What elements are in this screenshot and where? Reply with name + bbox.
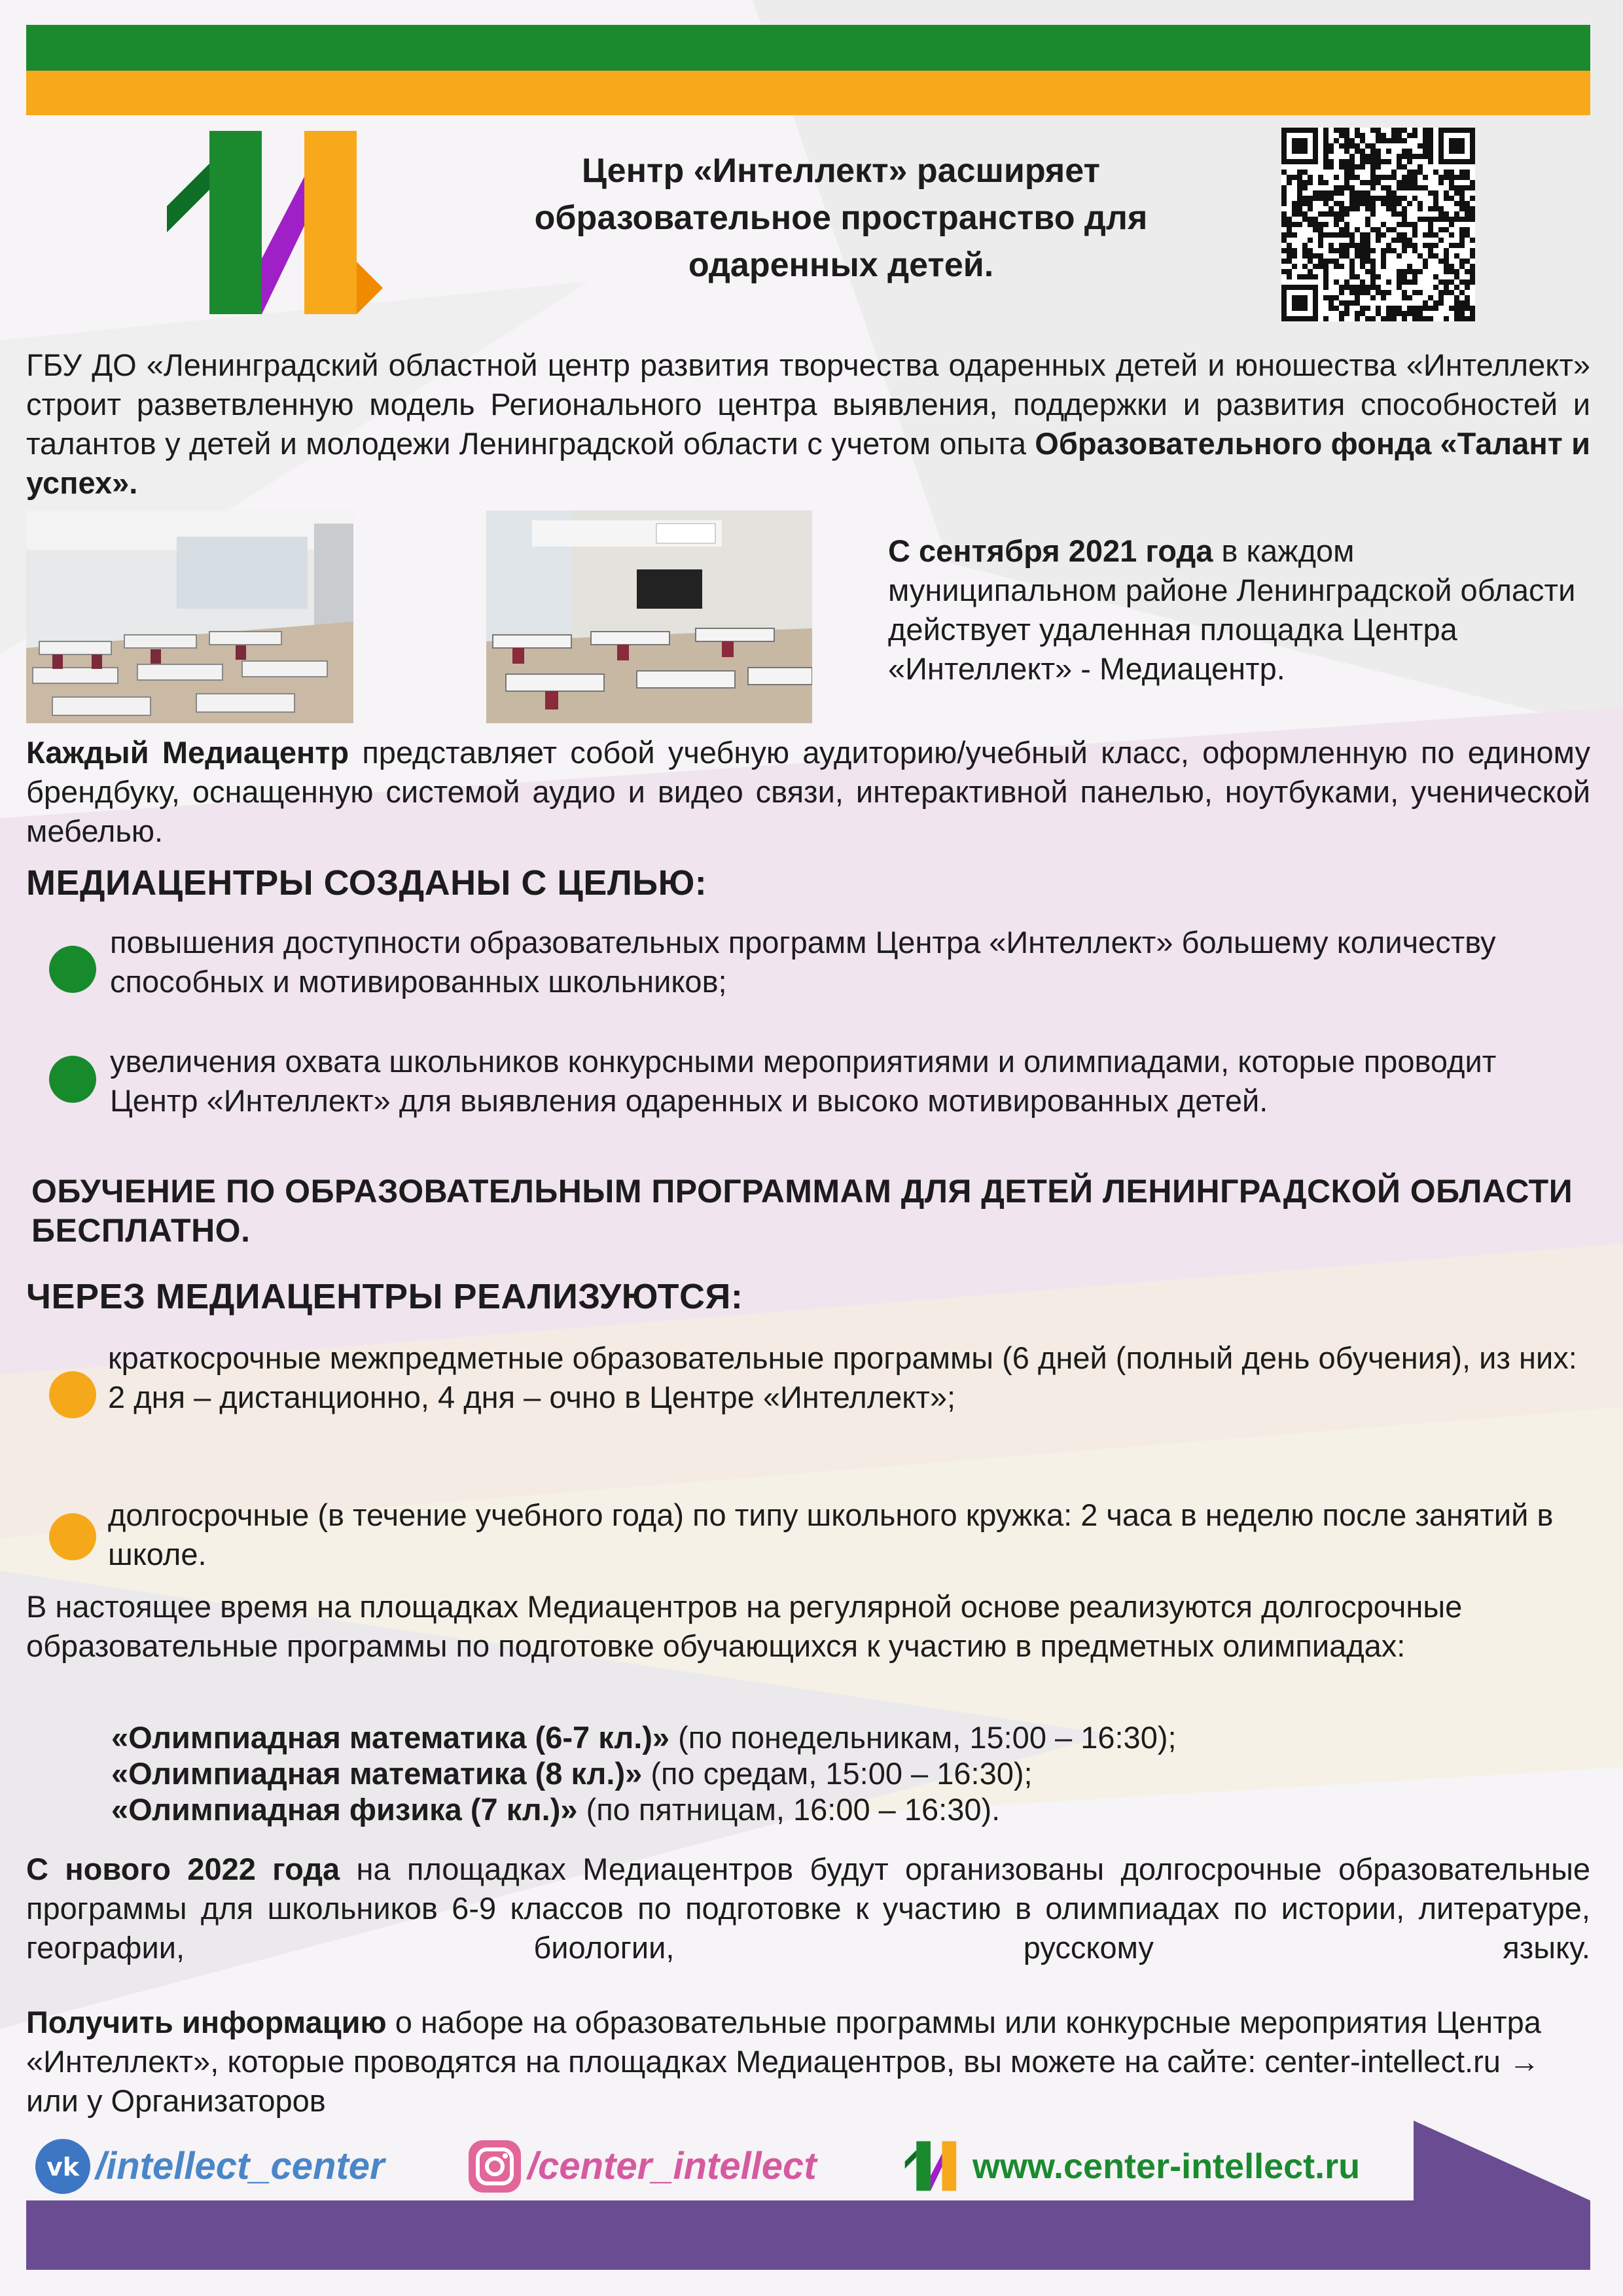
qr-code-icon [1281,128,1475,321]
olympiad-item [111,1755,1551,1791]
new-year-text: на площадках Медиацентров будут организованы долгосрочные образовательные программы для школьников 6-9 классов по подготовке к участию в олимпиадах по истории, литературе, географии, биологии, русскому языку. [26,1852,1590,1965]
olympiad-name: «Олимпиадная математика (8 кл.)» [111,1756,643,1791]
olympiad-schedule: (по понедельникам, 15:00 – 16:30); [669,1720,1177,1755]
olympiad-schedule: (по средам, 15:00 – 16:30); [642,1756,1033,1791]
each-bold: Каждый Медиацентр [26,735,349,770]
vk-icon [34,2138,92,2195]
new-year-paragraph [26,1850,1590,1967]
each-paragraph [26,733,1590,851]
impl-bullet-1 [49,1371,96,1418]
vk-link[interactable] [34,2140,385,2193]
goal-item-2: увеличения охвата школьников конкурсными мероприятиями и олимпиадами, которые проводит Центр «Интеллект» для выявления одаренных и высоко мотивированных детей. [110,1044,1497,1118]
info-paragraph [26,2003,1590,2121]
olympiad-name: «Олимпиадная физика (7 кл.)» [111,1792,578,1827]
each-text: представляет собой учебную аудиторию/учебный класс, оформленную по единому брендбуку, оснащенную системой аудио и видео связи, интерактивной панелью, ноутбуками, ученической мебелью. [26,735,1590,848]
goals-heading: МЕДИАЦЕНТРЫ СОЗДАНЫ С ЦЕЛЬЮ: [26,863,707,903]
classroom-photo-1 [26,511,353,723]
impl-item-1: краткосрочные межпредметные образовательные программы (6 дней (полный день обучения), из них: 2 дня – дистанционно, 4 дня – очно в Центре «Интеллект»; [108,1340,1577,1414]
intro-bold: Образовательного фонда «Талант и успех». [26,426,1590,500]
since-bold: С сентября 2021 года [888,533,1213,568]
footer-purple-triangle [1414,2121,1590,2200]
instagram-icon [466,2138,524,2195]
info-text: о наборе на образовательные программы или конкурсные мероприятия Центра «Интеллект», которые проводятся на площадках Медиацентров, вы можете на сайте: center-intellect.ru → или у Организаторов [26,2005,1541,2118]
since-paragraph [888,531,1590,689]
instagram-link[interactable] [466,2140,817,2193]
page-title: Центр «Интеллект» расширяет образовательное пространство для одаренных детей. [534,152,1148,284]
impl-bullet-2 [49,1513,96,1560]
olympiad-item [111,1791,1551,1827]
olympiad-schedule: (по пятницам, 16:00 – 16:30). [577,1792,1001,1827]
since-text: в каждом муниципальном районе Ленинградской области действует удаленная площадка Центра «Интеллект» - Медиацентр. [888,533,1576,686]
bottom-purple-bar [26,2200,1590,2270]
goal-bullet-2 [49,1056,96,1103]
intro-paragraph [26,346,1590,503]
goal-item-1: повышения доступности образовательных программ Центра «Интеллект» большему количеству способных и мотивированных школьников; [110,925,1496,999]
logo-mark [160,131,383,317]
implemented-heading: ЧЕРЕЗ МЕДИАЦЕНТРЫ РЕАЛИЗУЮТСЯ: [26,1277,743,1316]
top-green-bar [26,25,1590,71]
olympiad-name: «Олимпиадная математика (6-7 кл.)» [111,1720,670,1755]
site-url: www.center-intellect.ru [972,2147,1361,2186]
intro-text: ГБУ ДО «Ленинградский областной центр развития творчества одаренных детей и юношества «Интеллект» строит разветвленную модель Регионального центра выявления, поддержки и развития способностей и талантов у детей и молодежи Ленинградской области с учетом опыта [26,348,1590,461]
info-bold: Получить информацию [26,2005,387,2039]
vk-handle: /intellect_center [96,2145,385,2187]
current-paragraph: В настоящее время на площадках Медиацентров на регулярной основе реализуются долгосрочные образовательные программы по подготовке обучающихся к участию в предметных олимпиадах: [26,1589,1463,1663]
goal-bullet-1 [49,946,96,993]
top-orange-bar [26,71,1590,115]
impl-item-2: долгосрочные (в течение учебного года) по типу школьного кружка: 2 часа в неделю после занятий в школе. [108,1498,1554,1571]
olympiad-item [111,1719,1551,1755]
olympiad-list [111,1719,1551,1827]
site-logo-icon [903,2139,963,2194]
site-link[interactable] [903,2140,1360,2193]
svg-text:vk: vk [46,2153,80,2181]
classroom-photo-2 [486,511,812,723]
instagram-handle: /center_intellect [527,2145,817,2187]
new-year-bold: С нового 2022 года [26,1852,340,1886]
free-notice: ОБУЧЕНИЕ ПО ОБРАЗОВАТЕЛЬНЫМ ПРОГРАММАМ ДЛЯ ДЕТЕЙ ЛЕНИНГРАДСКОЙ ОБЛАСТИ БЕСПЛАТНО. [31,1173,1573,1249]
